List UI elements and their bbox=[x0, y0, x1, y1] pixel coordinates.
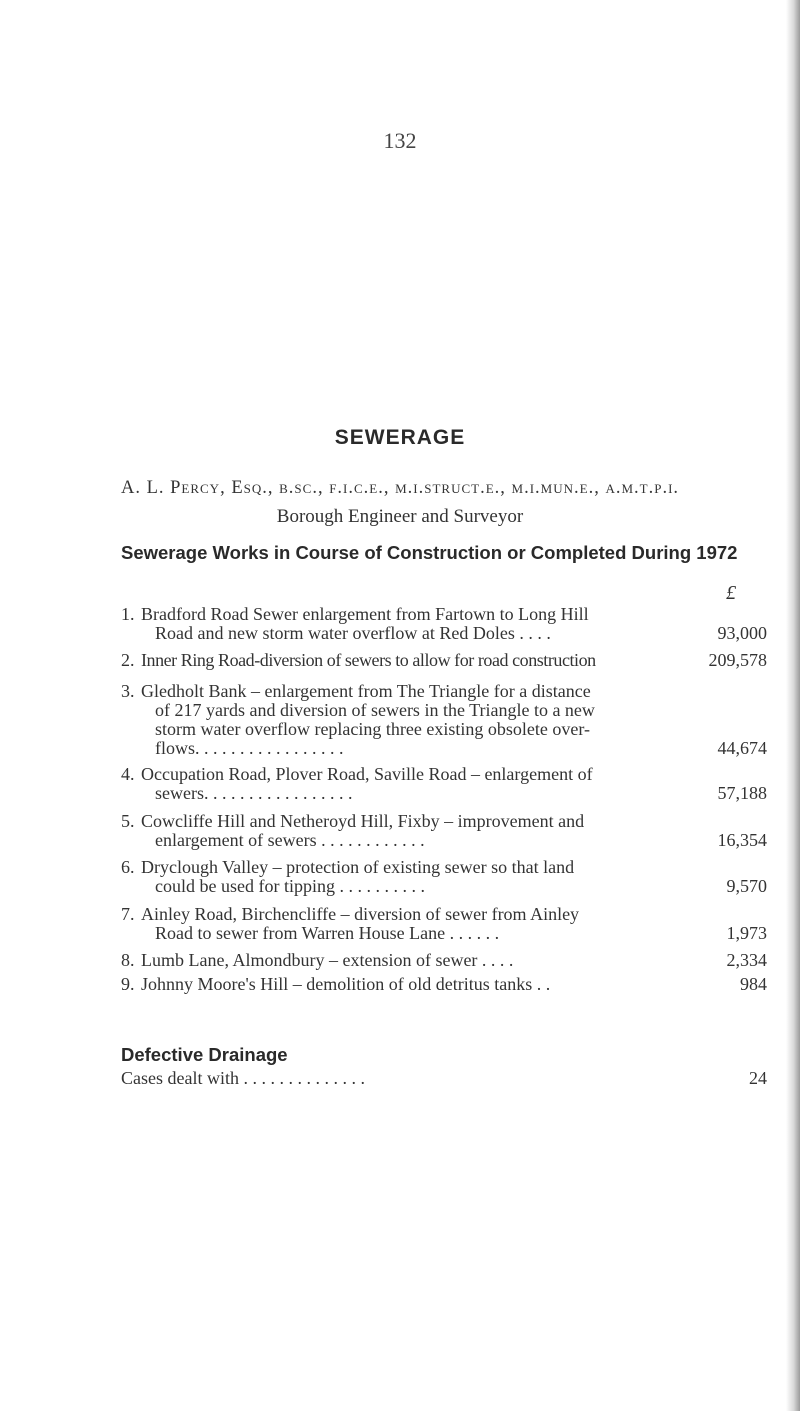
item-description-line: Road and new storm water overflow at Red Doles . . . . bbox=[155, 623, 551, 643]
item-description bbox=[141, 951, 661, 970]
item-description-line: Gledholt Bank – enlargement from The Triangle for a distance bbox=[141, 681, 591, 701]
item-number: 2. bbox=[121, 650, 135, 670]
item-description bbox=[141, 975, 661, 994]
item-description-line: could be used for tipping . . . . . . . . . . bbox=[155, 876, 425, 896]
author-line: A. L. Percy, Esq., b.sc., f.i.c.e., m.i.struct.e., m.i.mun.e., a.m.t.p.i. bbox=[120, 478, 680, 498]
item-description-line: Occupation Road, Plover Road, Saville Road – enlargement of bbox=[141, 764, 593, 784]
item-number: 3. bbox=[121, 681, 135, 701]
item-number: 1. bbox=[121, 604, 135, 624]
item-description-line: Road to sewer from Warren House Lane . . . . . . bbox=[155, 923, 500, 943]
item-description bbox=[141, 858, 661, 896]
page-edge-shadow bbox=[786, 0, 800, 1411]
item-amount: 1,973 bbox=[726, 923, 767, 943]
item-description-line: Bradford Road Sewer enlargement from Fartown to Long Hill bbox=[141, 604, 589, 624]
item-number: 7. bbox=[121, 904, 135, 924]
item-description-line: Lumb Lane, Almondbury – extension of sewer . . . . bbox=[141, 950, 514, 970]
item-description-line: Inner Ring Road-diversion of sewers to allow for road construction bbox=[141, 650, 596, 670]
item-description-line: flows. . . . . . . . . . . . . . . . . bbox=[155, 738, 344, 758]
item-number: 6. bbox=[121, 857, 135, 877]
item-description-line: Cowcliffe Hill and Netheroyd Hill, Fixby – improvement and bbox=[141, 811, 585, 831]
item-description bbox=[141, 905, 661, 943]
item-description-line: of 217 yards and diversion of sewers in the Triangle to a new bbox=[155, 700, 595, 720]
item-number: 5. bbox=[121, 811, 135, 831]
author-role: Borough Engineer and Surveyor bbox=[276, 506, 524, 527]
item-amount: 57,188 bbox=[717, 783, 767, 803]
item-description-line: Johnny Moore's Hill – demolition of old detritus tanks . . bbox=[141, 974, 551, 994]
item-amount: 984 bbox=[740, 974, 767, 994]
item-amount: 16,354 bbox=[717, 830, 767, 850]
item-description bbox=[141, 812, 661, 850]
item-description bbox=[141, 682, 661, 758]
item-description-line: storm water overflow replacing three existing obsolete over- bbox=[155, 719, 590, 739]
item-amount: 209,578 bbox=[708, 650, 767, 670]
item-number: 4. bbox=[121, 764, 135, 784]
item-number: 9. bbox=[121, 974, 135, 994]
item-number: 8. bbox=[121, 950, 135, 970]
currency-symbol: £ bbox=[726, 582, 736, 604]
item-description bbox=[141, 765, 661, 803]
page-number: 132 bbox=[383, 128, 417, 153]
item-amount: 2,334 bbox=[726, 950, 767, 970]
item-description bbox=[141, 605, 661, 643]
item-amount: 93,000 bbox=[717, 623, 767, 643]
works-heading: Sewerage Works in Course of Construction or Completed During 1972 bbox=[121, 542, 738, 563]
defective-drainage-label: Cases dealt with . . . . . . . . . . . . . . bbox=[121, 1068, 365, 1088]
page-title: SEWERAGE bbox=[334, 426, 466, 449]
item-description-line: Dryclough Valley – protection of existing sewer so that land bbox=[141, 857, 575, 877]
item-description-line: Ainley Road, Birchencliffe – diversion of sewer from Ainley bbox=[141, 904, 580, 924]
item-description-line: enlargement of sewers . . . . . . . . . . . . bbox=[155, 830, 425, 850]
item-description-line: sewers. . . . . . . . . . . . . . . . . bbox=[155, 783, 353, 803]
item-description bbox=[141, 651, 681, 670]
defective-drainage-heading: Defective Drainage bbox=[121, 1044, 288, 1065]
item-amount: 44,674 bbox=[717, 738, 767, 758]
item-amount: 9,570 bbox=[726, 876, 767, 896]
defective-drainage-value: 24 bbox=[749, 1068, 767, 1088]
